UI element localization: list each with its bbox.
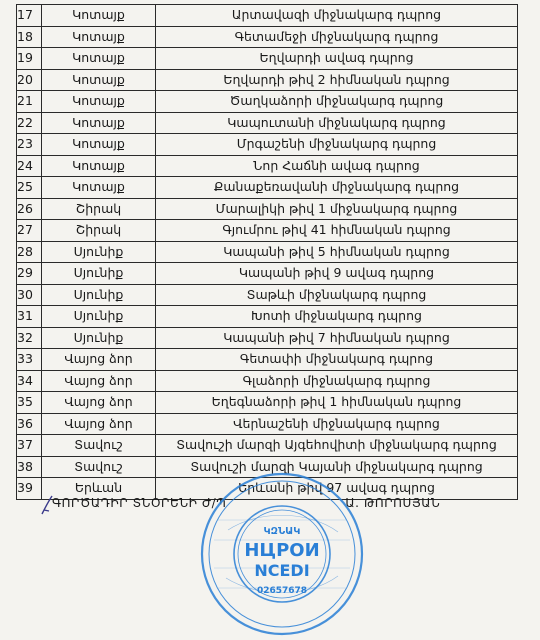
region-cell: Վայոց ձոր <box>42 392 156 414</box>
stamp-code: 02657678 <box>256 586 308 596</box>
organization-stamp <box>198 470 366 638</box>
row-number-cell: 31 <box>17 306 42 328</box>
table-row <box>17 48 518 70</box>
row-number-cell: 27 <box>17 220 42 242</box>
row-number-cell: 18 <box>17 26 42 48</box>
row-number-cell: 35 <box>17 392 42 414</box>
region-cell: Կոտայք <box>42 69 156 91</box>
region-cell: Կոտայք <box>42 112 156 134</box>
row-number-cell: 39 <box>17 478 42 500</box>
row-number-cell: 34 <box>17 370 42 392</box>
row-number-cell: 28 <box>17 241 42 263</box>
region-cell: Կոտայք <box>42 134 156 156</box>
region-cell: Վայոց ձոր <box>42 370 156 392</box>
table-row <box>17 220 518 242</box>
school-name-cell: Արտավազի միջնակարգ դպրոց <box>156 5 518 27</box>
schools-table-body <box>17 5 518 500</box>
school-name-cell: Խոտի միջնակարգ դպրոց <box>156 306 518 328</box>
region-cell: Կոտայք <box>42 177 156 199</box>
table-row <box>17 284 518 306</box>
school-name-cell: Կապուտանի միջնակարգ դպրոց <box>156 112 518 134</box>
stamp-line2: NCEDI <box>254 561 310 580</box>
table-row <box>17 5 518 27</box>
row-number-cell: 25 <box>17 177 42 199</box>
table-row <box>17 435 518 457</box>
row-number-cell: 32 <box>17 327 42 349</box>
stamp-abbr-hy: ԿԶՆԱԿ <box>263 526 301 537</box>
region-cell: Վայոց ձոր <box>42 349 156 371</box>
region-cell: Սյունիք <box>42 241 156 263</box>
school-name-cell: Եղեգնաձորի թիվ 1 հիմնական դպրոց <box>156 392 518 414</box>
row-number-cell: 19 <box>17 48 42 70</box>
row-number-cell: 38 <box>17 456 42 478</box>
table-row <box>17 26 518 48</box>
schools-table <box>16 4 518 500</box>
school-name-cell: Եղվարդի ավագ դպրոց <box>156 48 518 70</box>
row-number-cell: 37 <box>17 435 42 457</box>
row-number-cell: 30 <box>17 284 42 306</box>
school-name-cell: Գետամեջի միջնակարգ դպրոց <box>156 26 518 48</box>
table-row <box>17 91 518 113</box>
school-name-cell: Մրգաշենի միջնակարգ դպրոց <box>156 134 518 156</box>
row-number-cell: 21 <box>17 91 42 113</box>
table-row <box>17 69 518 91</box>
school-name-cell: Երևանի թիվ 97 ավագ դպրոց <box>156 478 518 500</box>
region-cell: Կոտայք <box>42 5 156 27</box>
table-row <box>17 413 518 435</box>
region-cell: Երևան <box>42 478 156 500</box>
region-cell: Սյունիք <box>42 284 156 306</box>
school-name-cell: Վերնաշենի միջնակարգ դպրոց <box>156 413 518 435</box>
region-cell: Տավուշ <box>42 456 156 478</box>
region-cell: Շիրակ <box>42 198 156 220</box>
stamp-line1: НЦРОИ <box>244 540 320 561</box>
row-number-cell: 29 <box>17 263 42 285</box>
table-row <box>17 349 518 371</box>
region-cell: Տավուշ <box>42 435 156 457</box>
row-number-cell: 26 <box>17 198 42 220</box>
school-name-cell: Գետափի միջնակարգ դպրոց <box>156 349 518 371</box>
table-row <box>17 134 518 156</box>
signatory-title: ԳՈՐԾԱԴԻՐ ՏՆՕՐԵՆԻ Ժ/Պ <box>52 496 227 510</box>
table-row <box>17 370 518 392</box>
region-cell: Վայոց ձոր <box>42 413 156 435</box>
school-name-cell: Տավուշի մարզի Այգեհովիտի միջնակարգ դպրոց <box>156 435 518 457</box>
table-row <box>17 177 518 199</box>
table-row <box>17 263 518 285</box>
school-name-cell: Գյումրու թիվ 41 հիմնական դպրոց <box>156 220 518 242</box>
table-row <box>17 241 518 263</box>
table-row <box>17 112 518 134</box>
row-number-cell: 20 <box>17 69 42 91</box>
region-cell: Կոտայք <box>42 26 156 48</box>
row-number-cell: 24 <box>17 155 42 177</box>
region-cell: Կոտայք <box>42 155 156 177</box>
table-row <box>17 306 518 328</box>
school-name-cell: Նոր Հաճնի ավագ դպրոց <box>156 155 518 177</box>
school-name-cell: Գլաձորի միջնակարգ դպրոց <box>156 370 518 392</box>
row-number-cell: 36 <box>17 413 42 435</box>
school-name-cell: Քանաքեռավանի միջնակարգ դպրոց <box>156 177 518 199</box>
row-number-cell: 22 <box>17 112 42 134</box>
table-row <box>17 155 518 177</box>
school-name-cell: Ծաղկաձորի միջնակարգ դպրոց <box>156 91 518 113</box>
region-cell: Սյունիք <box>42 263 156 285</box>
school-name-cell: Մարալիկի թիվ 1 միջնակարգ դպրոց <box>156 198 518 220</box>
school-name-cell: Տավուշի մարզի Կայանի միջնակարգ դպրոց <box>156 456 518 478</box>
region-cell: Շիրակ <box>42 220 156 242</box>
row-number-cell: 23 <box>17 134 42 156</box>
school-name-cell: Եղվարդի թիվ 2 հիմնական դպրոց <box>156 69 518 91</box>
row-number-cell: 17 <box>17 5 42 27</box>
region-cell: Սյունիք <box>42 306 156 328</box>
school-name-cell: Տաթևի միջնակարգ դպրոց <box>156 284 518 306</box>
region-cell: Կոտայք <box>42 48 156 70</box>
row-number-cell: 33 <box>17 349 42 371</box>
school-name-cell: Կապանի թիվ 9 ավագ դպրոց <box>156 263 518 285</box>
school-name-cell: Կապանի թիվ 7 հիմնական դպրոց <box>156 327 518 349</box>
school-name-cell: Կապանի թիվ 5 հիմնական դպրոց <box>156 241 518 263</box>
region-cell: Կոտայք <box>42 91 156 113</box>
table-row <box>17 392 518 414</box>
table-row <box>17 198 518 220</box>
table-row <box>17 327 518 349</box>
signatory-name: Ա. ԹՈՐՈՍՅԱՆ <box>345 496 441 510</box>
region-cell: Սյունիք <box>42 327 156 349</box>
